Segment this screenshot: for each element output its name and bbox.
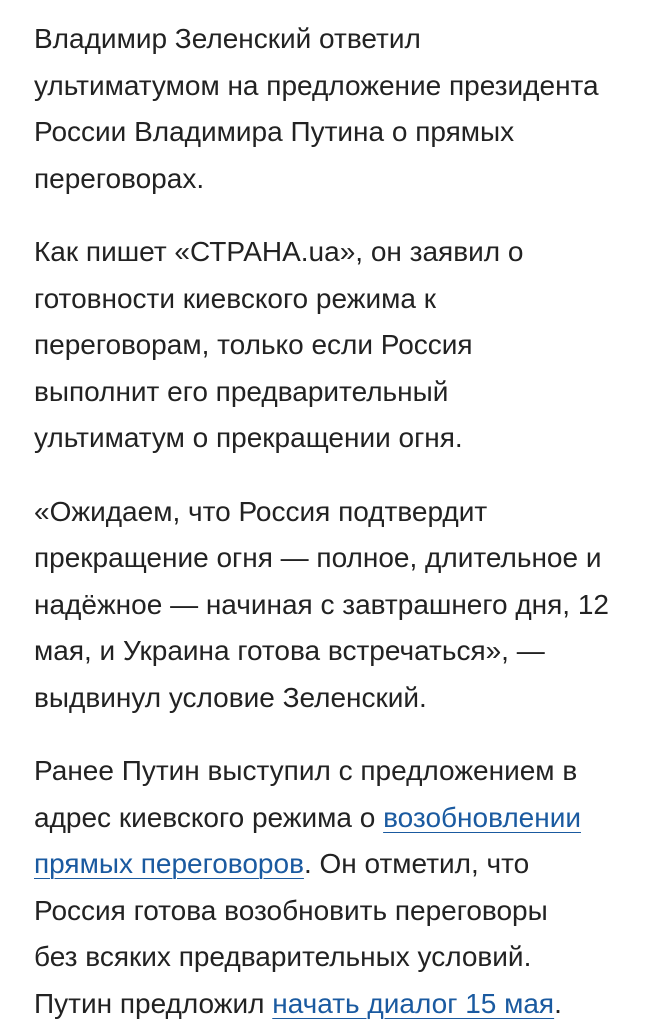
article-paragraph-4 (34, 748, 667, 1024)
text-line: без всяких предварительных условий. (34, 941, 532, 972)
link-resume-direct-talks[interactable]: возобновлении (383, 801, 581, 833)
article-paragraph-2 (34, 229, 667, 462)
link-start-dialogue-may-15[interactable]: начать диалог 15 мая (272, 987, 555, 1019)
article-paragraph-1 (34, 16, 667, 202)
text-line: ультиматумом на предложение президента (34, 69, 599, 101)
text-line: выдвинул условие Зеленский. (34, 681, 427, 713)
text-line (34, 841, 667, 888)
text-line: «Ожидаем, что Россия подтвердит (34, 495, 488, 527)
text-line: ультиматум о прекращении огня. (34, 422, 463, 453)
text-line: прекращение огня — полное, длительное и (34, 542, 602, 573)
text-segment: . (554, 987, 562, 1019)
text-line: готовности киевского режима к (34, 282, 436, 314)
text-line: Как пишет «СТРАНА.ua», он заявил о (34, 236, 524, 267)
text-line: Ранее Путин выступил с предложением в (34, 755, 578, 786)
text-line: переговорам, только если Россия (34, 329, 473, 360)
text-line (34, 795, 667, 842)
text-line: надёжное — начиная с завтрашнего дня, 12 (34, 588, 609, 620)
text-line (34, 981, 667, 1024)
text-line: мая, и Украина готова встречаться», — (34, 635, 545, 666)
text-segment: Путин предложил (34, 987, 273, 1019)
link-resume-direct-talks-continued[interactable]: прямых переговоров (34, 848, 304, 879)
text-line: переговорах. (34, 162, 205, 194)
text-line: Россия готова возобновить переговоры (34, 894, 548, 926)
text-line: выполнит его предварительный (34, 375, 449, 407)
article-paragraph-3 (34, 489, 667, 722)
text-segment: адрес киевского режима о (34, 801, 384, 833)
text-segment: . Он отметил, что (303, 848, 530, 879)
text-line: России Владимира Путина о прямых (34, 116, 515, 147)
text-line: Владимир Зеленский ответил (34, 23, 421, 54)
